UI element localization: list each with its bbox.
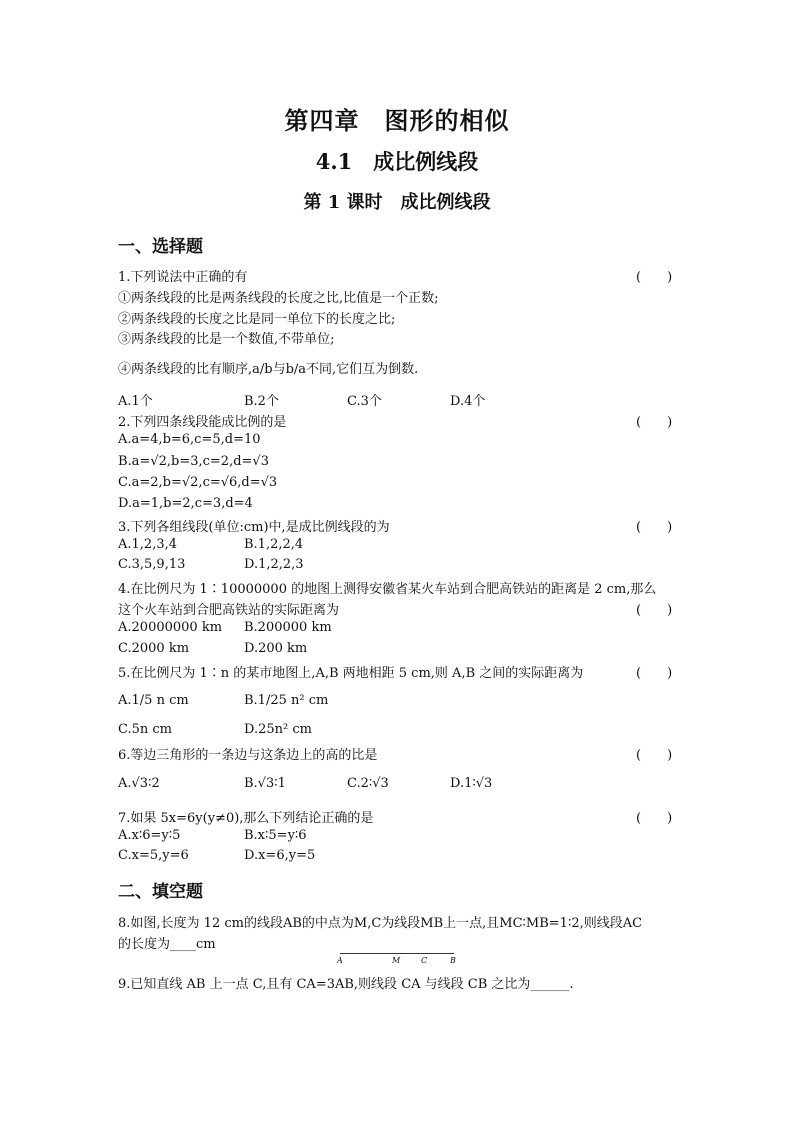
question-7-option-a: A.x∶6=y∶5 xyxy=(118,828,181,843)
question-5-option-a: A.1/5 n cm xyxy=(118,693,189,708)
point-label-m: M xyxy=(392,956,401,965)
question-5-option-b: B.1/25 n² cm xyxy=(244,693,329,708)
segment-ab-line xyxy=(340,953,454,954)
question-4-stem-line-2: 这个火车站到合肥高铁站的实际距离为 xyxy=(118,603,340,618)
question-1-statement-4: ④两条线段的比有顺序,a/b与b/a不同,它们互为倒数. xyxy=(118,362,419,377)
question-3-option-a: A.1,2,3,4 xyxy=(118,537,178,552)
question-4-option-b: B.200000 km xyxy=(244,620,332,635)
question-1-statement-1: ①两条线段的比是两条线段的长度之比,比值是一个正数; xyxy=(118,291,439,306)
question-2-option-a: A.a=4,b=6,c=5,d=10 xyxy=(118,432,261,447)
question-1-option-d: D.4个 xyxy=(450,394,486,409)
question-6-stem: 6.等边三角形的一条边与这条边上的高的比是 xyxy=(118,748,378,763)
answer-paren-7: ( ) xyxy=(636,811,673,826)
answer-paren-3: ( ) xyxy=(636,520,673,535)
question-5-stem: 5.在比例尺为 1∶n 的某市地图上,A,B 两地相距 5 cm,则 A,B 之间的实际距离为 xyxy=(118,666,584,681)
question-7-stem: 7.如果 5x=6y(y≠0),那么下列结论正确的是 xyxy=(118,811,374,826)
answer-paren-1: ( ) xyxy=(636,270,673,285)
section-heading-choice: 一、选择题 xyxy=(118,237,203,257)
question-9-stem: 9.已知直线 AB 上一点 C,且有 CA=3AB,则线段 CA 与线段 CB 之比为______. xyxy=(118,977,574,992)
question-8-stem-line-1: 8.如图,长度为 12 cm的线段AB的中点为M,C为线段MB上一点,且MC∶MB=1∶2,则线段AC xyxy=(118,916,643,931)
answer-paren-5: ( ) xyxy=(636,666,673,681)
question-6-option-d: D.1∶√3 xyxy=(450,776,493,791)
question-1-stem: 1.下列说法中正确的有 xyxy=(118,270,248,285)
question-7-option-d: D.x=6,y=5 xyxy=(244,848,316,863)
section-title: 4.1 成比例线段 xyxy=(315,149,479,174)
question-4-option-a: A.20000000 km xyxy=(118,620,223,635)
section-heading-fill: 二、填空题 xyxy=(118,882,203,902)
question-3-stem: 3.下列各组线段(单位:cm)中,是成比例线段的为 xyxy=(118,520,390,535)
question-2-option-d: D.a=1,b=2,c=3,d=4 xyxy=(118,496,253,511)
point-label-b: B xyxy=(450,956,456,965)
point-label-a: A xyxy=(337,956,343,965)
lesson-title: 第 1 课时 成比例线段 xyxy=(303,192,491,213)
question-1-option-c: C.3个 xyxy=(347,394,382,409)
question-3-option-c: C.3,5,9,13 xyxy=(118,557,186,572)
chapter-title: 第四章 图形的相似 xyxy=(284,106,510,135)
question-2-option-b: B.a=√2,b=3,c=2,d=√3 xyxy=(118,454,269,469)
question-3-option-d: D.1,2,2,3 xyxy=(244,557,304,572)
question-1-option-b: B.2个 xyxy=(244,394,279,409)
question-1-statement-2: ②两条线段的长度之比是同一单位下的长度之比; xyxy=(118,312,396,327)
question-4-option-c: C.2000 km xyxy=(118,641,190,656)
question-4-stem-line-1: 4.在比例尺为 1∶10000000 的地图上测得安徽省某火车站到合肥高铁站的距离是 2 cm,那么 xyxy=(118,582,657,597)
question-1-statement-3: ③两条线段的比是一个数值,不带单位; xyxy=(118,332,335,347)
question-7-option-b: B.x∶5=y∶6 xyxy=(244,828,307,843)
question-8-stem-line-2: 的长度为____cm xyxy=(118,937,216,952)
answer-paren-6: ( ) xyxy=(636,748,673,763)
question-5-option-d: D.25n² cm xyxy=(244,722,312,737)
question-2-option-c: C.a=2,b=√2,c=√6,d=√3 xyxy=(118,475,278,490)
point-label-c: C xyxy=(421,956,428,965)
answer-paren-4: ( ) xyxy=(636,603,673,618)
question-5-option-c: C.5n cm xyxy=(118,722,172,737)
question-3-option-b: B.1,2,2,4 xyxy=(244,537,304,552)
answer-paren-2: ( ) xyxy=(636,415,673,430)
question-4-option-d: D.200 km xyxy=(244,641,308,656)
question-6-option-b: B.√3∶1 xyxy=(244,776,286,791)
question-6-option-c: C.2∶√3 xyxy=(347,776,389,791)
question-1-option-a: A.1个 xyxy=(118,394,153,409)
question-7-option-c: C.x=5,y=6 xyxy=(118,848,189,863)
question-6-option-a: A.√3∶2 xyxy=(118,776,160,791)
question-2-stem: 2.下列四条线段能成比例的是 xyxy=(118,415,287,430)
